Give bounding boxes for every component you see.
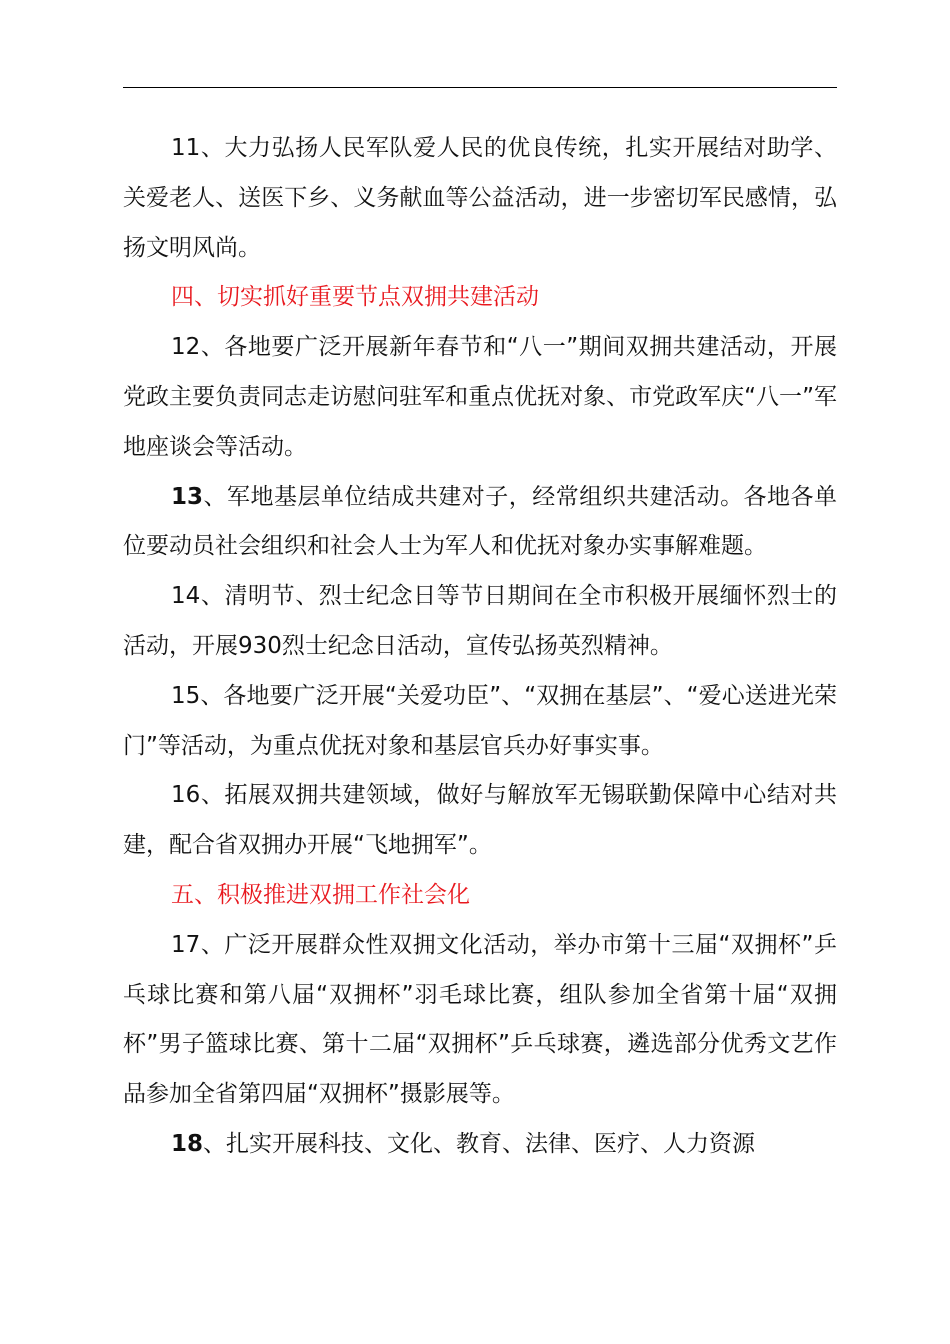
item-number: 12	[171, 334, 201, 361]
paragraph-text: 、各地要广泛开展新年春节和“八一”期间双拥共建活动，开展党政主要负责同志走访慰问驻军和重点优抚对象、市党政军庆“八一”军地座谈会等活动。	[123, 334, 837, 460]
document-body	[123, 124, 837, 1170]
paragraph-16	[123, 771, 837, 871]
item-number: 17	[171, 931, 201, 958]
paragraph-text: 、扎实开展科技、文化、教育、法律、医疗、人力资源	[203, 1130, 756, 1157]
paragraph-18	[123, 1120, 837, 1170]
paragraph-11	[123, 124, 837, 273]
header-rule	[123, 87, 837, 88]
paragraph-12	[123, 323, 837, 472]
paragraph-15	[123, 672, 837, 772]
paragraph-text: 、清明节、烈士纪念日等节日期间在全市积极开展缅怀烈士的活动，开展930烈士纪念日活动，宣传弘扬英烈精神。	[123, 583, 837, 659]
item-number: 13	[171, 483, 204, 510]
paragraph-17	[123, 921, 837, 1120]
item-number: 11	[171, 135, 201, 161]
paragraph-text: 、广泛开展群众性双拥文化活动，举办市第十三届“双拥杯”乒乓球比赛和第八届“双拥杯”羽毛球比赛，组队参加全省第十届“双拥杯”男子篮球比赛、第十二届“双拥杯”乒乓球赛，遴选部分优秀文艺作品参加全省第四届“双拥杯”摄影展等。	[123, 931, 837, 1108]
item-number: 15	[171, 682, 201, 709]
paragraph-text: 、军地基层单位结成共建对子，经常组织共建活动。各地各单位要动员社会组织和社会人士为军人和优抚对象办实事解难题。	[123, 483, 837, 560]
paragraph-13	[123, 473, 837, 573]
section-heading-4: 四、切实抓好重要节点双拥共建活动	[171, 284, 539, 311]
paragraph-text: 、大力弘扬人民军队爱人民的优良传统，扎实开展结对助学、关爱老人、送医下乡、义务献血等公益活动，进一步密切军民感情，弘扬文明风尚。	[123, 135, 837, 261]
item-number: 16	[171, 782, 201, 809]
paragraph-text: 、各地要广泛开展“关爱功臣”、“双拥在基层”、“爱心送进光荣门”等活动，为重点优抚对象和基层官兵办好事实事。	[123, 682, 837, 759]
paragraph-14	[123, 572, 837, 672]
item-number: 18	[171, 1130, 204, 1157]
section-heading-5: 五、积极推进双拥工作社会化	[171, 881, 470, 908]
paragraph-text: 、拓展双拥共建领域，做好与解放军无锡联勤保障中心结对共建，配合省双拥办开展“飞地拥军”。	[123, 782, 837, 859]
item-number: 14	[171, 583, 201, 610]
